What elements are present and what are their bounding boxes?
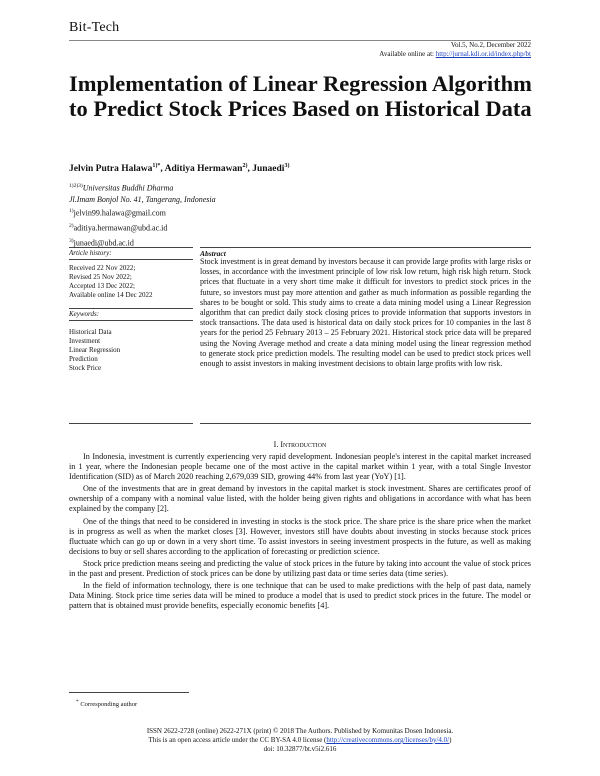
email-address: jelvin99.halawa@gmail.com <box>73 208 166 218</box>
article-history-dates <box>69 264 193 300</box>
abstract-heading: Abstract <box>200 249 226 258</box>
email-mark: 1) <box>69 208 74 214</box>
info-top-divider <box>69 247 193 248</box>
accepted-date: Accepted 13 Dec 2022; <box>69 282 135 290</box>
keyword-item: Linear Regression <box>69 346 121 354</box>
section-title: Introduction <box>280 440 327 449</box>
online-date: Available online 14 Dec 2022 <box>69 291 153 299</box>
abstract-text: Stock investment is in great demand by investors because it can provide large profits with large risks or losses, in accordance with the investment principle of low risk low return, high risk high return. Stock prices that fluctuate in a very short time make it difficult for investors to predict stock prices in the future, so investors must pay more attention and gather as much information as possible regarding the shares to be bought or sold. This study aims to create a data mining model using a Linear Regression algorithm that can predict daily stock closing prices to provide information that supports investors in stock transactions. The data used is historical data on daily stock prices for 10 companies in the last 8 years for the period 25 February 2013 – 25 February 2021. Historical stock price data will be prepared using the Noving Average method and create a data mining model using the linear regression method to generate stock price prediction models. The resulting model can be used to predict stock prices well enough to assist investors in making investment decisions to obtain large profits with low risk. <box>200 257 531 369</box>
availability-line <box>379 50 531 59</box>
affiliation-university-line <box>69 181 216 194</box>
author-separator: , <box>247 164 253 175</box>
history-divider <box>69 259 193 260</box>
keyword-list <box>69 328 193 373</box>
abstract-top-divider <box>200 247 531 248</box>
author-2-name: Aditiya Hermawan <box>164 164 243 175</box>
affiliation <box>69 181 216 206</box>
email-mark: 2) <box>69 222 74 229</box>
email-row <box>69 205 167 220</box>
email-row <box>69 220 167 235</box>
author-1-name: Jelvin Putra Halawa <box>69 164 153 175</box>
keyword-item: Historical Data <box>69 328 112 336</box>
section-number: I. <box>273 440 279 449</box>
keyword-item: Prediction <box>69 355 98 363</box>
article-history-heading: Article history: <box>69 249 112 257</box>
body-paragraph: In Indonesia, investment is currently experiencing very rapid development. Indonesian people's interest in the capital market increased in 1 year, where the Indonesian people became one of the most active in the capital market within 1 year, with a total Single Investor Identification (SID) as of March 2020 reaching 2,679,039 SID, growing 44% from last year (YoY) [1]. <box>69 452 531 482</box>
author-list <box>69 163 289 174</box>
email-address: junaedi@ubd.ac.id <box>73 238 134 248</box>
affiliation-mark: 1)2)3) <box>69 183 83 189</box>
author-2-mark: 2) <box>242 163 248 169</box>
affiliation-address: Jl.Imam Bonjol No. 41, Tangerang, Indonesia <box>69 195 216 205</box>
availability-prefix: Available online at: <box>379 50 436 58</box>
keyword-item: Stock Price <box>69 364 102 372</box>
body-paragraph: In the field of information technology, there is one technique that can be used to make predictions with the help of past data, namely Data Mining. Stock price time series data will be mined to produce a model that is used to predict stock prices in the future. The model or pattern that is obtained must provide benefits, especially economic benefits [4]. <box>69 581 531 611</box>
email-mark: 3) <box>69 237 74 244</box>
footnote-divider <box>69 692 189 693</box>
received-date: Received 22 Nov 2022; <box>69 264 136 272</box>
author-3-name: Junaedi <box>252 164 285 175</box>
volume-info <box>379 41 531 59</box>
author-emails <box>69 205 167 250</box>
keywords <box>69 310 193 319</box>
license-link[interactable]: http://creativecommons.org/licenses/by/4.0/ <box>326 736 450 744</box>
footer-issn: ISSN 2622-2728 (online) 2622-271X (print) © 2018 The Authors. Published by Komunitas Dosen Indonesia. <box>146 727 454 735</box>
body-paragraph: One of the investments that are in great demand by investors in the capital market is stock investment. Shares are certificates proof of ownership of a company with a nominal value listed, with the holder being given rights and obligations in accordance with what has been explained by the company [2]. <box>69 484 531 514</box>
author-1-mark: 1)* <box>152 163 161 169</box>
abstract-bottom-divider <box>200 423 531 424</box>
info-bottom-divider <box>69 423 193 424</box>
footnote <box>76 699 137 708</box>
keyword-item: Investment <box>69 337 101 345</box>
license-prefix: This is an open access article under the CC BY-SA 4.0 license ( <box>148 736 327 744</box>
author-separator: , <box>160 164 165 175</box>
paper-title: Implementation of Linear Regression Algorithm to Predict Stock Prices Based on Historical Data <box>69 71 532 121</box>
keywords-heading: Keywords: <box>69 310 100 318</box>
keywords-divider <box>69 320 193 321</box>
email-address: aditiya.hermawan@ubd.ac.id <box>73 223 168 233</box>
keywords-top-divider <box>69 308 193 309</box>
affiliation-university: Universitas Buddhi Dharma <box>82 183 174 193</box>
body-paragraph: One of the things that need to be considered in investing in stocks is the stock price. The share price is the share price when the market is in progress as well as when the market closes [3]. However, investors still have doubts about investing in stocks because stock prices fluctuate which can go up or down in a very short time. To assist investors in seeing investment prospects in the future, as well as making decisions to buy or sell shares according to the application of forecasting or prediction science. <box>69 516 531 556</box>
revised-date: Revised 25 Nov 2022; <box>69 273 132 281</box>
footnote-mark: * <box>76 699 79 705</box>
article-history <box>69 249 193 258</box>
footer-license <box>0 736 600 745</box>
footer-doi: doi: 10.32877/bt.v5i2.616 <box>263 745 337 753</box>
section-heading <box>0 440 600 449</box>
journal-url-link[interactable]: http://jurnal.kdi.or.id/index.php/bt <box>435 50 531 58</box>
volume-line: Vol.5, No.2, December 2022 <box>450 41 531 49</box>
license-suffix: ) <box>449 736 452 744</box>
journal-name: Bit-Tech <box>69 20 120 35</box>
author-3-mark: 3) <box>284 163 290 169</box>
footnote-text: Corresponding author <box>80 701 138 709</box>
introduction-body <box>69 452 531 613</box>
page-footer <box>0 727 600 754</box>
body-paragraph: Stock price prediction means seeing and predicting the value of stock prices in the future by taking into account the value of stock prices in the past and present. Prediction of stock prices can be done by utilizing past data or time series data (time series). <box>69 558 531 579</box>
